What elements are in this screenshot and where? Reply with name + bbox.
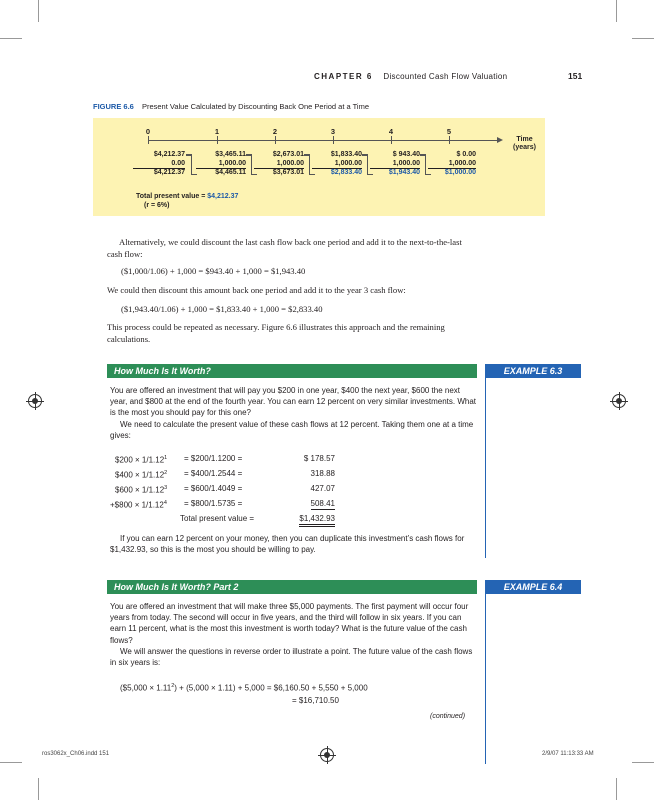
example-label: EXAMPLE 6.3 [485, 364, 581, 378]
continued-label: (continued) [430, 713, 466, 720]
cash-flow-column-5 [428, 151, 476, 178]
tick-label: 3 [330, 127, 336, 136]
calc-row [110, 498, 335, 513]
crop-mark [0, 38, 22, 39]
timeline-arrow-icon [497, 137, 503, 143]
total-present-value [136, 192, 238, 210]
page-number: 151 [568, 71, 583, 81]
calc-mid: = $800/1.5735 = [184, 499, 243, 508]
crop-mark [616, 778, 617, 800]
calc-left: $600 × 1/1.12 [115, 485, 165, 495]
rate-label: (r = 6%) [144, 202, 170, 209]
timeline-tick [391, 136, 392, 144]
timeline-tick [217, 136, 218, 144]
cash-flow-column-0 [133, 151, 185, 178]
timeline-tick [449, 136, 450, 144]
calc-left: $200 × 1/1.12 [115, 455, 165, 465]
figure-timeline-box [93, 118, 545, 216]
chapter-label: CHAPTER 6 [314, 72, 373, 81]
example-paragraph: We will answer the questions in reverse order to illustrate a point. The future value of the cash flows in six years is: [110, 646, 473, 668]
body-paragraph: This process could be repeated as necessary. Figure 6.6 illustrates this approach and the remaining calculations. [107, 322, 445, 344]
discount-connector [191, 154, 192, 174]
example-paragraph: If you can earn 12 percent on your money, then you can duplicate this investment’s cash flows for $1,432.93, so this is the most you should be willing to pay. [110, 534, 465, 555]
cash-flow-column-2 [254, 151, 304, 178]
pv-value: $1,833.40 [330, 151, 362, 158]
sum-value: $4,465.11 [215, 169, 246, 176]
tick-label: 0 [145, 127, 151, 136]
calc-mid: = $600/1.4049 = [184, 484, 243, 493]
registration-mark-icon [320, 748, 334, 762]
pv-value: $ 0.00 [456, 151, 476, 158]
calc-total-value: $1,432.93 [299, 513, 335, 527]
discount-connector [309, 154, 310, 174]
time-axis-label [513, 136, 536, 152]
discount-connector [191, 174, 197, 175]
calc-right: 427.07 [310, 484, 335, 493]
equation: ($1,000/1.06) + 1,000 = $943.40 + 1,000 = $1,943.40 [121, 266, 306, 276]
footer-timestamp: 2/9/07 11:13:33 AM [542, 751, 594, 757]
cash-flow-value: 1,000.00 [312, 160, 362, 170]
cash-flow-value: 1,000.00 [254, 160, 304, 170]
calc-exp: 1 [164, 455, 168, 461]
discount-connector [251, 154, 252, 174]
years-label: (years) [513, 144, 536, 151]
sum-value: $4,212.37 [153, 169, 185, 176]
tick-label: 1 [214, 127, 220, 136]
crop-mark [38, 0, 39, 22]
cash-flow-value: 0.00 [133, 160, 185, 170]
tick-label: 4 [388, 127, 394, 136]
crop-mark [616, 0, 617, 22]
crop-mark [632, 762, 654, 763]
example-rule [485, 594, 486, 764]
equation-exponent: 2 [171, 683, 175, 689]
timeline-tick [148, 136, 149, 144]
body-paragraph: Alternatively, we could discount the last cash flow back one period and add it to the next-to-the-last cash flow: [107, 237, 462, 259]
calc-mid: = $400/1.2544 = [184, 469, 243, 478]
example-label: EXAMPLE 6.4 [485, 580, 581, 594]
example-title-bar: How Much Is It Worth? Part 2 [107, 580, 477, 594]
timeline-axis [148, 140, 499, 141]
discount-connector [367, 154, 368, 174]
cash-flow-value: 1,000.00 [370, 160, 420, 170]
calc-total-label: Total present value = [180, 514, 255, 523]
example-body [110, 385, 476, 441]
body-paragraph: We could then discount this amount back one period and add it to the year 3 cash flow: [107, 285, 406, 295]
example-body [110, 601, 476, 668]
time-label: Time [516, 136, 533, 143]
example-rule [485, 378, 486, 558]
calc-right: 508.41 [311, 498, 335, 510]
total-label: Total present value = [136, 193, 206, 200]
pv-value: $2,673.01 [272, 151, 304, 158]
tick-label: 2 [272, 127, 278, 136]
crop-mark [632, 38, 654, 39]
sum-value: $1,000.00 [444, 169, 476, 176]
equation: ($1,943.40/1.06) + 1,000 = $1,833.40 + 1,000 = $2,833.40 [121, 304, 323, 314]
discount-connector [425, 174, 431, 175]
calc-mid: = $200/1.1200 = [184, 454, 243, 463]
example-body [110, 533, 476, 555]
timeline-tick [275, 136, 276, 144]
fv-equation [120, 681, 368, 694]
calc-right: $ 178.57 [303, 454, 335, 463]
crop-mark [38, 778, 39, 800]
calc-row [115, 483, 335, 498]
calc-exp: 3 [164, 485, 168, 491]
cash-flow-value: 1,000.00 [428, 160, 476, 170]
fv-equation-result: = $16,710.50 [292, 696, 339, 705]
calc-left: $400 × 1/1.12 [115, 470, 165, 480]
calc-right: 318.88 [310, 469, 335, 478]
sum-value: $3,673.01 [272, 169, 304, 176]
calc-left: +$800 × 1/1.12 [110, 500, 164, 510]
example-paragraph: We need to calculate the present value of these cash flows at 12 percent. Taking them one at a time gives: [110, 419, 474, 440]
discount-connector [309, 174, 315, 175]
pv-value: $3,465.11 [215, 151, 246, 158]
tick-label: 5 [446, 127, 452, 136]
discount-connector [367, 174, 373, 175]
registration-mark-icon [612, 394, 626, 408]
example-paragraph: You are offered an investment that will pay you $200 in one year, $400 the next year, $600 the next year, and $800 at the end of the fourth year. You can earn 12 percent on very similar investments. What is the most you should pay for this one? [110, 386, 476, 418]
example-title-bar: How Much Is It Worth? [107, 364, 477, 378]
sum-value: $1,943.40 [388, 169, 420, 176]
sum-value: $2,833.40 [330, 169, 362, 176]
equation-part: ($5,000 × 1.11 [120, 683, 172, 693]
cash-flow-column-4 [370, 151, 420, 178]
timeline-tick [333, 136, 334, 144]
calc-row [115, 453, 335, 468]
running-header [314, 72, 507, 81]
cash-flow-value: 1,000.00 [196, 160, 246, 170]
figure-caption [93, 102, 369, 111]
pv-value: $4,212.37 [153, 151, 185, 158]
calc-exp: 2 [164, 470, 168, 476]
cash-flow-column-1 [196, 151, 246, 178]
registration-mark-icon [28, 394, 42, 408]
calc-exp: 4 [163, 500, 167, 506]
figure-label: FIGURE 6.6 [93, 102, 134, 111]
discount-connector [251, 174, 257, 175]
chapter-title: Discounted Cash Flow Valuation [383, 72, 508, 81]
calc-row [115, 468, 335, 483]
figure-caption-text: Present Value Calculated by Discounting Back One Period at a Time [141, 102, 370, 111]
footer-file: ros3062x_Ch06.indd 151 [42, 751, 110, 757]
pv-calculation [110, 453, 335, 528]
total-value: $4,212.37 [207, 193, 239, 200]
equation-part: ) + (5,000 × 1.11) + 5,000 = $6,160.50 + 5,550 + 5,000 [174, 683, 368, 693]
cash-flow-column-3 [312, 151, 362, 178]
example-paragraph: You are offered an investment that will make three $5,000 payments. The first payment will occur four years from today. The second will occur in five years, and the third will follow in six years. If you can earn 11 percent, what is the most this investment is worth today? What is the future value of the cash flows? [110, 602, 469, 645]
pv-value: $ 943.40 [392, 151, 420, 158]
discount-connector [425, 154, 426, 174]
crop-mark [0, 762, 22, 763]
calc-total-row [115, 513, 335, 528]
